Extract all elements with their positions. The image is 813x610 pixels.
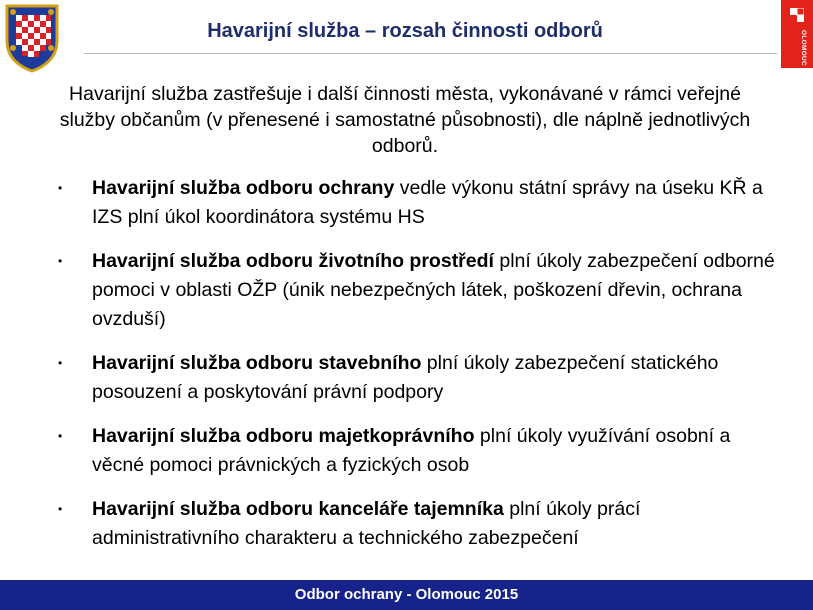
- bullet-item: [58, 247, 778, 334]
- bullet-item: [58, 422, 778, 480]
- title-divider: [84, 53, 777, 54]
- slide-title: Havarijní služba – rozsah činnosti odborů: [207, 20, 603, 42]
- bullet-bold-text: Havarijní služba odboru ochrany: [92, 177, 395, 199]
- logo-text: OLOMOUC: [800, 30, 807, 67]
- bullet-text: plní úkoly prácí administrativního charakteru a technického zabezpečení: [92, 498, 641, 549]
- bullet-text: vedle výkonu státní správy na úseku KŘ a IZS plní úkol koordinátora systému HS: [92, 177, 763, 228]
- intro-paragraph: Havarijní služba zastřešuje i další činnosti města, vykonávané v rámci veřejné služby občanům (v přenesené i samostatné působnosti), dle náplně jednotlivých odborů.: [59, 83, 751, 157]
- bullet-bold-text: Havarijní služba odboru majetkoprávního: [92, 425, 475, 447]
- bullet-bold-text: Havarijní služba odboru stavebního: [92, 352, 422, 374]
- city-coat-of-arms: [4, 3, 60, 73]
- bullet-text: plní úkoly zabezpečení odborné pomoci v oblasti OŽP (únik nebezpečných látek, poškození dřevin, ochrana ovzduší): [92, 250, 775, 330]
- bullet-dot-icon: •: [58, 181, 63, 195]
- bullet-dot-icon: •: [58, 254, 63, 268]
- bullet-item: [58, 495, 778, 553]
- footer-text: Odbor ochrany - Olomouc 2015: [294, 586, 519, 603]
- bullet-text: plní úkoly využívání osobní a věcné pomoci právnických a fyzických osob: [92, 425, 731, 476]
- bullet-dot-icon: •: [58, 356, 63, 370]
- bullet-dot-icon: •: [58, 502, 63, 516]
- bullet-item: [58, 174, 778, 232]
- bullet-list: [58, 174, 778, 553]
- bullet-bold-text: Havarijní služba odboru kanceláře tajemníka: [92, 498, 504, 520]
- bullet-dot-icon: •: [58, 429, 63, 443]
- bullet-bold-text: Havarijní služba odboru životního prostředí: [92, 250, 494, 272]
- coat-of-arms-icon: [4, 3, 60, 73]
- olomouc-logo: [781, 0, 813, 68]
- bullet-item: [58, 349, 778, 407]
- footer-bar: [0, 580, 813, 610]
- checker-logo-icon: [790, 8, 804, 22]
- bullet-text: plní úkoly zabezpečení statického posouzení a poskytování právní podpory: [92, 352, 719, 403]
